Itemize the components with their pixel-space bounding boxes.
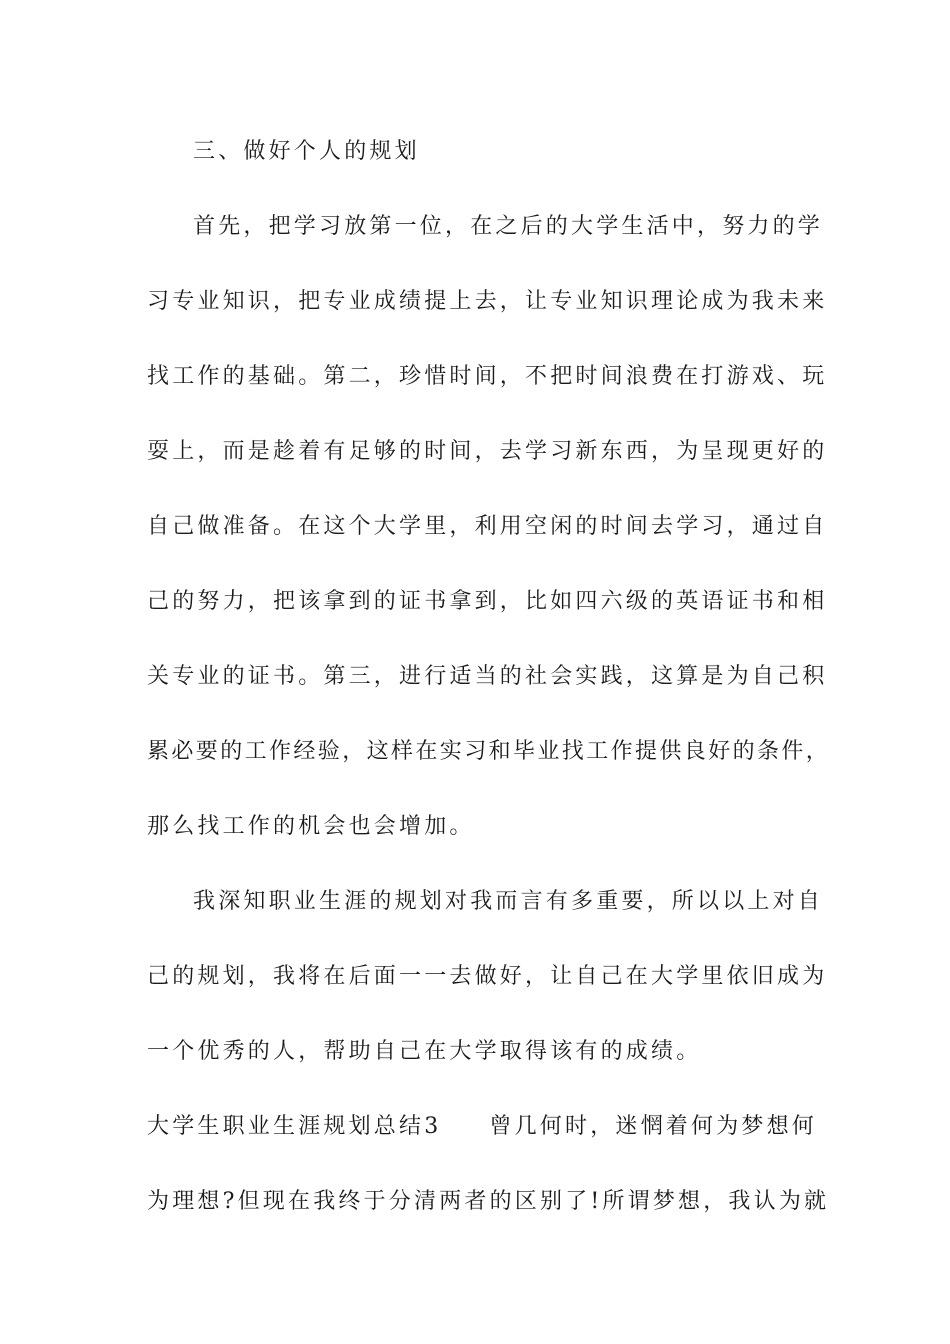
paragraph-line: 己的规划，我将在后面一一去做好，让自己在大学里依旧成为 <box>147 964 828 989</box>
paragraph-line: 己的努力，把该拿到的证书拿到，比如四六级的英语证书和相 <box>147 589 828 614</box>
paragraph-line: 我深知职业生涯的规划对我而言有多重要，所以以上对自 <box>193 889 824 914</box>
paragraph-line: 关专业的证书。第三，进行适当的社会实践，这算是为自己积 <box>147 664 828 689</box>
paragraph-line: 首先，把学习放第一位，在之后的大学生活中，努力的学 <box>193 214 824 239</box>
paragraph-line: 找工作的基础。第二，珍惜时间，不把时间浪费在打游戏、玩 <box>147 364 828 389</box>
section-heading: 三、做好个人的规划 <box>193 139 420 164</box>
paragraph-line: 一个优秀的人，帮助自己在大学取得该有的成绩。 <box>147 1039 702 1064</box>
paragraph-text: 曾几何时，迷惘着何为梦想何 <box>489 1114 818 1139</box>
paragraph-line: 自己做准备。在这个大学里，利用空闲的时间去学习，通过自 <box>147 514 828 539</box>
article-title: 大学生职业生涯规划总结3 <box>147 1114 442 1139</box>
paragraph-line: 为理想?但现在我终于分清两者的区别了!所谓梦想，我认为就 <box>147 1189 830 1214</box>
title-and-paragraph-line <box>147 1113 818 1141</box>
paragraph-line: 习专业知识，把专业成绩提上去，让专业知识理论成为我未来 <box>147 289 828 314</box>
paragraph-line: 那么找工作的机会也会增加。 <box>147 814 475 839</box>
paragraph-line: 累必要的工作经验，这样在实习和毕业找工作提供良好的条件， <box>147 739 831 764</box>
paragraph-line: 耍上，而是趁着有足够的时间，去学习新东西，为呈现更好的 <box>147 439 828 464</box>
